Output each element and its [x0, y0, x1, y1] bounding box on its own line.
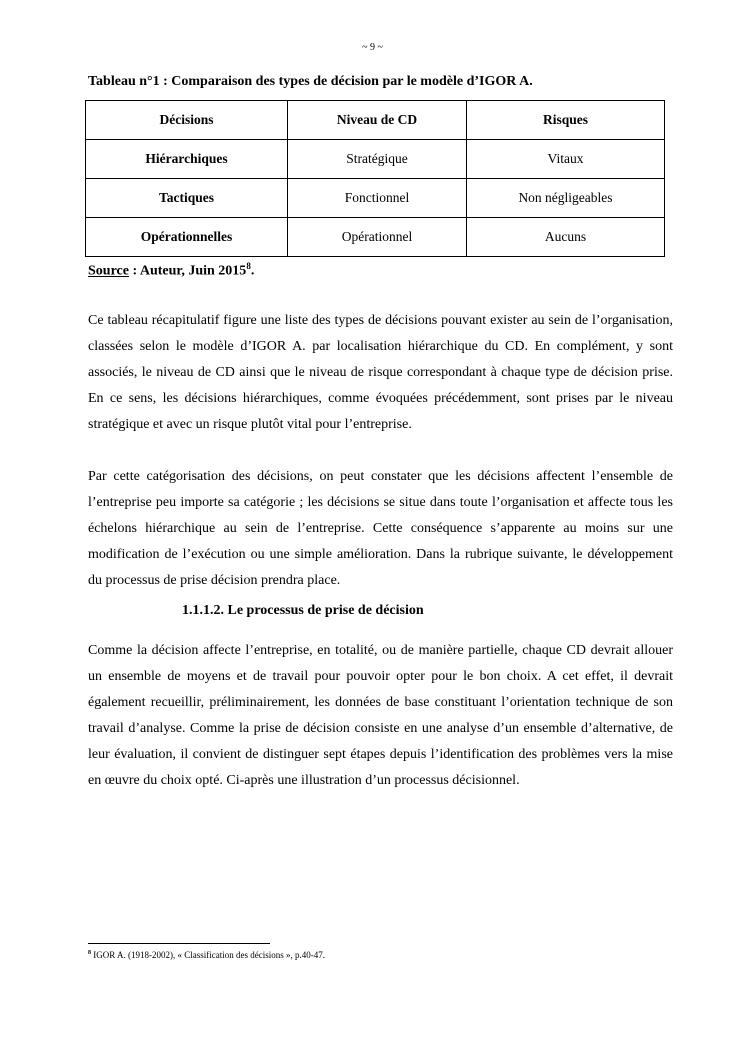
table-header-row	[86, 101, 665, 140]
table-cell: Aucuns	[467, 218, 665, 257]
table-row	[86, 179, 665, 218]
footnote-text: IGOR A. (1918-2002), « Classification des décisions », p.40-47.	[91, 950, 325, 960]
body-paragraph: Par cette catégorisation des décisions, on peut constater que les décisions affectent l’ensemble de l’entreprise peu importe sa catégorie ; les décisions se situe dans toute l’organisation et affecte tous les échelons hiérarchique au sein de l’entreprise. Cette conséquence s’apparente au moins sur une modification de l’exécution ou une simple amélioration. Dans la rubrique suivante, le développement du processus de prise décision prendra place.	[88, 469, 673, 588]
footnote-divider	[88, 943, 270, 944]
table-cell: Opérationnel	[288, 218, 467, 257]
header-cell: Décisions	[86, 101, 288, 140]
footnote	[88, 950, 325, 960]
table-caption: Tableau n°1 : Comparaison des types de décision par le modèle d’IGOR A.	[88, 74, 533, 89]
table-cell: Non négligeables	[467, 179, 665, 218]
table-row	[86, 218, 665, 257]
source-text: : Auteur, Juin 2015	[128, 263, 247, 279]
body-paragraph: Comme la décision affecte l’entreprise, en totalité, ou de manière partielle, chaque CD devrait allouer un ensemble de moyens et de travail pour pouvoir opter pour le bon choix. A cet effet, il devrait également recueillir, préliminairement, les données de base constituant l’orientation technique de son travail d’analyse. Comme la prise de décision consiste en une analyse d’un ensemble d’alternative, de leur évaluation, il convient de distinguer sept étapes depuis l’identification des problèmes vers la mise en œuvre du choix opté. Ci-après une illustration d’un processus décisionnel.	[88, 643, 673, 788]
source-end: .	[250, 263, 255, 279]
body-paragraph: Ce tableau récapitulatif figure une liste des types de décisions pouvant exister au sein de l’organisation, classées selon le modèle d’IGOR A. par localisation hiérarchique du CD. En complément, y sont associés, le niveau de CD ainsi que le niveau de risque correspondant à chaque type de décision prise. En ce sens, les décisions hiérarchiques, comme évoquées précédemment, sont prises par le niveau stratégique et avec un risque plutôt vital pour l’entreprise.	[88, 313, 673, 432]
section-heading: 1.1.1.2. Le processus de prise de décision	[182, 603, 424, 618]
header-cell: Risques	[467, 101, 665, 140]
footnote-marker: 8	[88, 950, 91, 956]
comparison-table	[85, 100, 665, 257]
table-cell: Tactiques	[86, 179, 288, 218]
header-cell: Niveau de CD	[288, 101, 467, 140]
table-cell: Stratégique	[288, 140, 467, 179]
table-cell: Hiérarchiques	[86, 140, 288, 179]
table-cell: Opérationnelles	[86, 218, 288, 257]
table-row	[86, 140, 665, 179]
table-cell: Fonctionnel	[288, 179, 467, 218]
page-number: ~ 9 ~	[362, 42, 383, 53]
footnote-ref: 8	[246, 261, 251, 271]
table-cell: Vitaux	[467, 140, 665, 179]
table-source	[88, 261, 254, 280]
source-label: Source	[88, 263, 129, 279]
